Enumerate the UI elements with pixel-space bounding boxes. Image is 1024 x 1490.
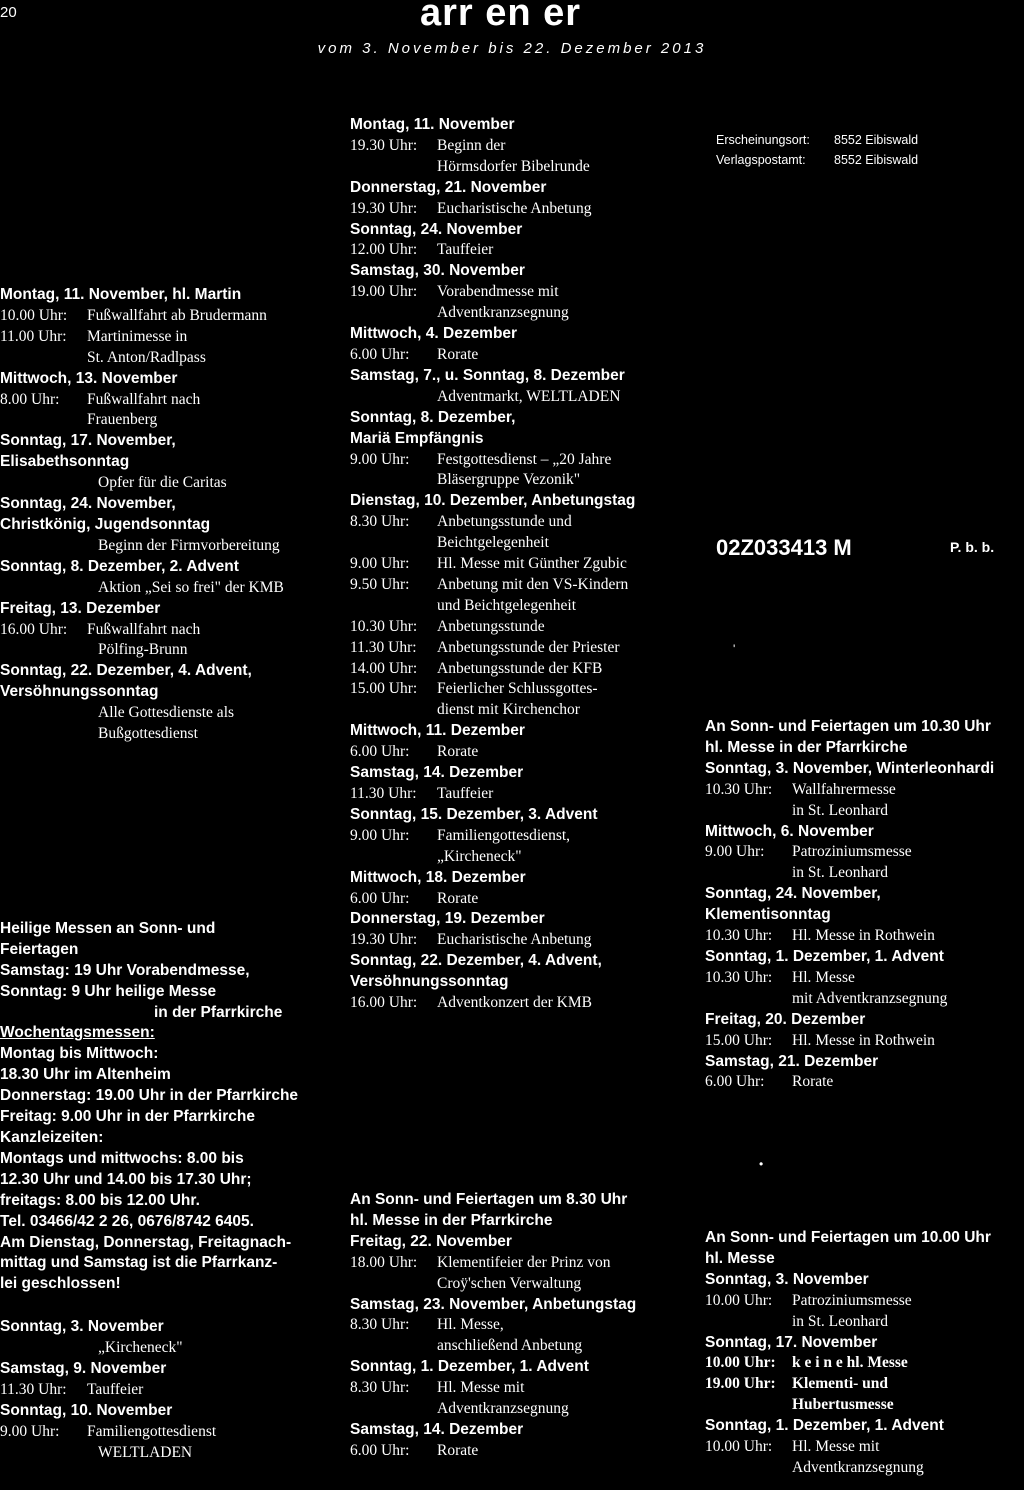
event-heading: Sonntag, 3. November, Winterleonhardi — [705, 759, 995, 777]
event-time: 11.30 Uhr: — [0, 1380, 67, 1398]
event-time: 6.00 Uhr: — [350, 743, 410, 761]
event-line — [350, 679, 690, 700]
event-desc: Festgottesdienst – „20 Jahre — [437, 450, 612, 468]
event-desc: Beginn der — [437, 136, 506, 154]
info-line: Freitag: 9.00 Uhr in der Pfarrkirche — [0, 1108, 255, 1126]
event-continuation: Adventkranzsegnung — [437, 304, 569, 322]
event-time: 10.30 Uhr: — [705, 780, 773, 798]
mass-times-heading: hl. Messe in der Pfarrkirche — [350, 1211, 553, 1229]
event-note: Aktion „Sei so frei" der KMB — [98, 578, 284, 596]
postage-paid-mark: P. b. b. — [950, 539, 995, 555]
event-note: Alle Gottesdienste als — [98, 704, 235, 722]
event-time: 11.30 Uhr: — [350, 638, 417, 656]
event-heading: Sonntag, 24. November, — [705, 885, 881, 903]
event-desc: Hl. Messe mit Günther Zgubic — [437, 555, 627, 573]
event-line — [350, 450, 690, 471]
info-line: 18.30 Uhr im Altenheim — [0, 1066, 171, 1084]
event-time: 16.00 Uhr: — [0, 620, 68, 638]
event-continuation: anschließend Anbetung — [437, 1337, 583, 1355]
event-line — [705, 1353, 1024, 1374]
event-continuation: „Kircheneck" — [437, 847, 522, 865]
event-continuation: dienst mit Kirchenchor — [437, 701, 580, 719]
event-time: 8.30 Uhr: — [350, 1379, 410, 1397]
event-line — [350, 199, 690, 220]
mass-times-heading: An Sonn- und Feiertagen um 10.00 Uhr — [705, 1229, 991, 1246]
info-line: Donnerstag: 19.00 Uhr in der Pfarrkirche — [0, 1087, 299, 1105]
event-line — [350, 889, 690, 910]
event-time: 8.30 Uhr: — [350, 1316, 410, 1334]
event-desc: Rorate — [437, 1441, 479, 1459]
event-desc: Fußwallfahrt nach — [87, 390, 201, 408]
verlagspostamt-label: Verlagspostamt: — [716, 153, 806, 167]
info-line: Am Dienstag, Donnerstag, Freitagnach- — [0, 1233, 292, 1251]
event-time: 10.00 Uhr: — [705, 1354, 776, 1372]
event-heading: Mittwoch, 4. Dezember — [350, 325, 518, 343]
event-heading: Elisabethsonntag — [0, 453, 130, 471]
mass-times-heading: An Sonn- und Feiertagen um 10.30 Uhr — [705, 718, 991, 735]
event-time: 10.30 Uhr: — [350, 617, 418, 635]
event-desc: Vorabendmesse mit — [437, 283, 559, 301]
info-line: freitags: 8.00 bis 12.00 Uhr. — [0, 1191, 200, 1209]
event-heading: Mittwoch, 6. November — [705, 822, 874, 840]
event-line — [705, 780, 1024, 801]
event-time: 9.00 Uhr: — [350, 450, 410, 468]
event-desc: Tauffeier — [87, 1380, 144, 1398]
event-desc: Klementifeier der Prinz von — [437, 1253, 611, 1271]
event-time: 6.00 Uhr: — [350, 1441, 410, 1459]
event-line — [350, 617, 690, 638]
event-line — [350, 240, 690, 261]
event-heading: Mariä Empfängnis — [350, 429, 484, 447]
event-desc: Familiengottesdienst — [87, 1422, 217, 1440]
event-desc: Anbetungsstunde — [437, 617, 545, 635]
event-time: 11.30 Uhr: — [350, 785, 417, 802]
column-1 — [0, 285, 340, 1464]
event-time: 15.00 Uhr: — [350, 680, 418, 698]
event-heading: Montag, 11. November — [350, 116, 515, 133]
event-desc: Tauffeier — [437, 785, 494, 802]
event-line — [0, 327, 340, 348]
event-desc: Martinimesse in — [87, 327, 188, 345]
event-time: 6.00 Uhr: — [705, 1073, 765, 1091]
event-line — [0, 1380, 340, 1401]
event-line — [705, 1291, 1024, 1312]
info-line: Montags und mittwochs: 8.00 bis — [0, 1149, 244, 1167]
info-line: Sonntag: 9 Uhr heilige Messe — [0, 982, 217, 1000]
event-desc: Anbetungsstunde und — [437, 513, 572, 531]
event-note: Adventmarkt, WELTLADEN — [437, 387, 621, 405]
office-hours-heading: Kanzleizeiten: — [0, 1129, 104, 1146]
event-heading: Samstag, 9. November — [0, 1360, 167, 1378]
event-line — [705, 1072, 1024, 1093]
event-line — [705, 1374, 1024, 1395]
column-3-lower — [705, 1228, 1024, 1479]
event-desc: Rorate — [437, 889, 479, 907]
masthead-title: arr en er — [420, 0, 582, 34]
event-heading: Samstag, 30. November — [350, 262, 525, 280]
event-heading: Versöhnungssonntag — [350, 973, 509, 991]
event-line — [0, 1422, 340, 1443]
event-line — [0, 390, 340, 411]
erscheinungsort-value: 8552 Eibiswald — [834, 133, 919, 147]
event-time: 6.00 Uhr: — [350, 889, 410, 907]
event-heading: Samstag, 7., u. Sonntag, 8. Dezember — [350, 366, 625, 384]
event-line — [705, 842, 1024, 863]
event-time: 19.00 Uhr: — [350, 283, 418, 301]
event-time: 8.30 Uhr: — [350, 513, 410, 531]
event-time: 19.30 Uhr: — [350, 136, 418, 154]
event-continuation: Bläsergruppe Vezonik" — [437, 471, 581, 489]
stray-mark: • — [759, 1157, 764, 1171]
event-heading: Dienstag, 10. Dezember, Anbetungstag — [350, 492, 636, 510]
info-line: Montag bis Mittwoch: — [0, 1045, 159, 1063]
event-desc: k e i n e hl. Messe — [792, 1354, 908, 1372]
date-range: vom 3. November bis 22. Dezember 2013 — [317, 40, 707, 57]
event-desc: Hl. Messe in Rothwein — [792, 927, 935, 945]
column-2 — [350, 115, 690, 1462]
event-desc: Hl. Messe in Rothwein — [792, 1031, 935, 1049]
event-line — [350, 784, 690, 805]
event-desc: Feierlicher Schlussgottes- — [437, 680, 598, 698]
event-heading: Donnerstag, 21. November — [350, 178, 547, 196]
event-desc: Hl. Messe mit — [437, 1379, 525, 1397]
event-line — [350, 512, 690, 533]
event-line — [350, 659, 690, 680]
event-time: 10.00 Uhr: — [705, 1438, 773, 1456]
event-continuation: Frauenberg — [87, 411, 158, 429]
event-continuation: Pölfing-Brunn — [98, 641, 188, 659]
event-line — [350, 930, 690, 951]
event-note: „Kircheneck" — [98, 1339, 183, 1357]
event-time: 19.00 Uhr: — [705, 1375, 776, 1393]
event-time: 9.00 Uhr: — [350, 826, 410, 844]
event-heading: Christkönig, Jugendsonntag — [0, 515, 211, 533]
mass-times-heading: Heilige Messen an Sonn- und — [0, 919, 216, 937]
event-heading: Sonntag, 24. November — [350, 220, 523, 238]
event-continuation: Adventkranzsegnung — [792, 1458, 924, 1476]
phone-line: Tel. 03466/42 2 26, 0676/8742 6405. — [0, 1212, 254, 1230]
event-desc: Hl. Messe — [792, 968, 855, 986]
event-heading: Freitag, 20. Dezember — [705, 1010, 866, 1028]
event-line — [350, 575, 690, 596]
event-continuation: Croÿ'schen Verwaltung — [437, 1274, 582, 1292]
event-desc: Fußwallfahrt ab Brudermann — [87, 306, 267, 324]
event-desc: Hl. Messe mit — [792, 1438, 880, 1456]
event-heading: Klementisonntag — [705, 906, 831, 924]
event-line — [705, 968, 1024, 989]
event-line — [705, 1031, 1024, 1052]
event-continuation: in St. Leonhard — [792, 1312, 888, 1330]
event-desc: Wallfahrermesse — [792, 780, 896, 798]
event-line — [350, 282, 690, 303]
event-desc: Anbetungsstunde der Priester — [437, 638, 620, 656]
event-heading: Sonntag, 3. November — [0, 1318, 164, 1336]
event-line — [0, 620, 340, 641]
event-time: 6.00 Uhr: — [350, 345, 410, 363]
event-time: 10.00 Uhr: — [705, 1291, 773, 1309]
event-line — [0, 306, 340, 327]
event-line — [350, 638, 690, 659]
event-desc: Rorate — [792, 1073, 834, 1091]
event-continuation: in St. Leonhard — [792, 864, 888, 882]
event-desc: Eucharistische Anbetung — [437, 199, 592, 217]
event-line — [350, 554, 690, 575]
column-3-upper — [705, 717, 1024, 1093]
event-heading: Sonntag, 1. Dezember, 1. Advent — [705, 1417, 944, 1435]
event-heading: Sonntag, 15. Dezember, 3. Advent — [350, 805, 598, 823]
event-heading: Sonntag, 22. Dezember, 4. Advent, — [350, 952, 602, 970]
event-heading: Sonntag, 3. November — [705, 1270, 869, 1288]
event-note: Beginn der Firmvorbereitung — [98, 536, 280, 554]
event-time: 9.00 Uhr: — [0, 1422, 60, 1440]
event-note: Bußgottesdienst — [98, 725, 198, 743]
mass-times-heading: hl. Messe — [705, 1249, 775, 1267]
event-time: 12.00 Uhr: — [350, 241, 418, 259]
event-desc: Hl. Messe, — [437, 1316, 504, 1334]
event-desc: Fußwallfahrt nach — [87, 620, 201, 638]
event-heading: Sonntag, 8. Dezember, 2. Advent — [0, 557, 239, 575]
event-continuation: Hörmsdorfer Bibelrunde — [437, 157, 590, 175]
event-continuation: St. Anton/Radlpass — [87, 348, 206, 366]
event-heading: Sonntag, 10. November — [0, 1401, 173, 1419]
event-time: 9.00 Uhr: — [705, 843, 765, 861]
event-desc: Klementi- und — [792, 1375, 889, 1393]
event-heading: Freitag, 22. November — [350, 1232, 512, 1250]
event-heading: Mittwoch, 18. Dezember — [350, 868, 526, 886]
event-continuation: Beichtgelegenheit — [437, 534, 549, 552]
info-line: in der Pfarrkirche — [154, 1003, 283, 1021]
info-line: mittag und Samstag ist die Pfarrkanz- — [0, 1254, 278, 1272]
stray-mark: ' — [733, 642, 736, 656]
event-time: 8.00 Uhr: — [0, 390, 60, 408]
event-desc: Anbetung mit den VS-Kindern — [437, 575, 629, 593]
event-heading: Freitag, 13. Dezember — [0, 599, 161, 617]
event-continuation: in St. Leonhard — [792, 801, 888, 819]
page-number: 20 — [0, 4, 17, 21]
event-time: 16.00 Uhr: — [350, 994, 418, 1012]
event-heading: Versöhnungssonntag — [0, 683, 159, 701]
event-desc: Rorate — [437, 743, 479, 761]
event-heading: Sonntag, 8. Dezember, — [350, 408, 516, 426]
event-note: Opfer für die Caritas — [98, 474, 227, 492]
event-continuation: WELTLADEN — [98, 1443, 193, 1461]
event-continuation: und Beichtgelegenheit — [437, 596, 577, 614]
event-heading: Mittwoch, 13. November — [0, 369, 178, 387]
postal-code-number: 02Z033413 M — [716, 535, 852, 560]
event-heading: Sonntag, 17. November, — [0, 432, 176, 450]
event-line — [705, 1437, 1024, 1458]
event-line — [350, 826, 690, 847]
event-line — [350, 742, 690, 763]
verlagspostamt-value: 8552 Eibiswald — [834, 153, 919, 167]
event-time: 9.00 Uhr: — [350, 555, 410, 573]
event-desc: Patroziniumsmesse — [792, 843, 912, 861]
event-heading: Samstag, 14. Dezember — [350, 764, 524, 782]
mass-times-heading: Feiertagen — [0, 940, 79, 958]
event-time: 11.00 Uhr: — [0, 327, 67, 345]
event-heading: Samstag, 21. Dezember — [705, 1052, 879, 1070]
event-desc: Familiengottesdienst, — [437, 826, 571, 844]
event-line — [350, 1315, 690, 1336]
event-time: 19.30 Uhr: — [350, 931, 418, 949]
event-heading: Sonntag, 17. November — [705, 1333, 878, 1351]
event-desc: Eucharistische Anbetung — [437, 931, 592, 949]
event-time: 9.50 Uhr: — [350, 575, 410, 593]
event-continuation: Hubertusmesse — [792, 1396, 894, 1414]
event-time: 15.00 Uhr: — [705, 1031, 773, 1049]
mass-times-heading: hl. Messe in der Pfarrkirche — [705, 738, 908, 756]
event-time: 19.30 Uhr: — [350, 199, 418, 217]
event-time: 10.00 Uhr: — [0, 306, 68, 324]
event-line — [350, 1441, 690, 1462]
event-line — [350, 345, 690, 366]
event-desc: Patroziniumsmesse — [792, 1291, 912, 1309]
event-heading: Donnerstag, 19. Dezember — [350, 910, 545, 928]
erscheinungsort-label: Erscheinungsort: — [716, 133, 810, 147]
event-time: 10.30 Uhr: — [705, 927, 773, 945]
publication-info — [716, 130, 918, 170]
event-heading: Mittwoch, 11. Dezember — [350, 722, 525, 740]
event-desc: Anbetungsstunde der KFB — [437, 659, 603, 677]
event-line — [350, 1253, 690, 1274]
event-desc: Rorate — [437, 345, 479, 363]
event-line — [350, 136, 690, 157]
event-continuation: Adventkranzsegnung — [437, 1400, 569, 1418]
event-heading: Samstag, 23. November, Anbetungstag — [350, 1295, 637, 1313]
event-desc: Tauffeier — [437, 241, 494, 259]
event-time: 14.00 Uhr: — [350, 659, 418, 677]
event-time: 10.30 Uhr: — [705, 968, 773, 986]
event-continuation: mit Adventkranzsegnung — [792, 989, 948, 1007]
event-heading: Sonntag, 22. Dezember, 4. Advent, — [0, 662, 252, 680]
weekday-masses-heading: Wochentagsmessen: — [0, 1024, 155, 1042]
info-line: 12.30 Uhr und 14.00 bis 17.30 Uhr; — [0, 1170, 252, 1188]
event-heading: Sonntag, 1. Dezember, 1. Advent — [350, 1358, 589, 1376]
mass-times-heading: An Sonn- und Feiertagen um 8.30 Uhr — [350, 1190, 628, 1208]
event-line — [705, 926, 1024, 947]
info-line: lei geschlossen! — [0, 1275, 121, 1293]
event-heading: Sonntag, 24. November, — [0, 495, 176, 513]
event-line — [350, 993, 690, 1014]
event-heading: Montag, 11. November, hl. Martin — [0, 286, 242, 303]
event-time: 18.00 Uhr: — [350, 1253, 418, 1271]
event-heading: Samstag, 14. Dezember — [350, 1420, 524, 1438]
event-heading: Sonntag, 1. Dezember, 1. Advent — [705, 947, 944, 965]
event-line — [350, 1378, 690, 1399]
info-line: Samstag: 19 Uhr Vorabendmesse, — [0, 961, 250, 979]
event-desc: Adventkonzert der KMB — [437, 994, 592, 1012]
